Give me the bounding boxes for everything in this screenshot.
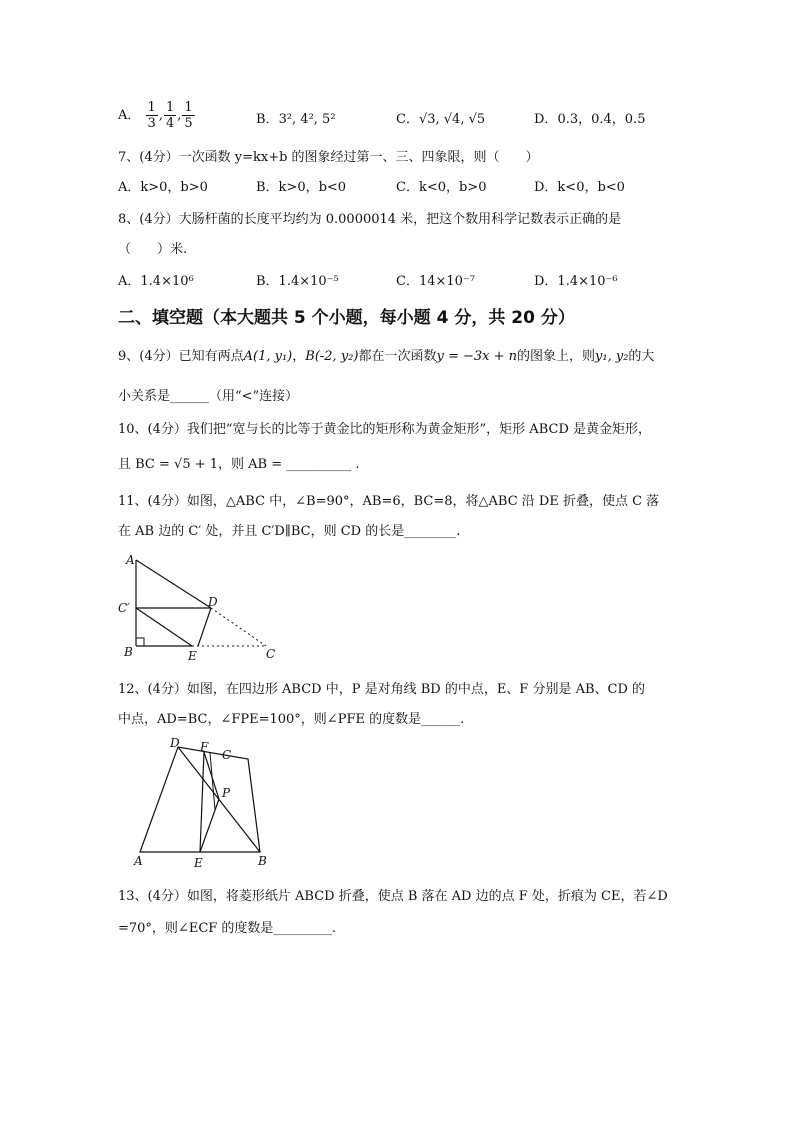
label-e: E (188, 649, 197, 663)
q8-stem: 8、(4分）大肠杆菌的长度平均约为 0.0000014 米，把这个数用科学记数表示正确的是 (118, 212, 622, 227)
label-p: P (222, 786, 231, 800)
q6-option-b: B．3², 4², 5² (256, 112, 336, 127)
right-angle-mark (136, 638, 144, 646)
segment-f-inner (210, 753, 215, 810)
label-d: D (208, 595, 218, 609)
q13-stem-cont: =70°，则∠ECF 的度数是_________. (118, 921, 337, 936)
q11-stem-cont: 在 AB 边的 C′ 处，并且 C′D∥BC，则 CD 的长是________. (118, 524, 461, 539)
label-a: A (126, 553, 135, 567)
q12-stem-cont: 中点，AD=BC，∠FPE=100°，则∠PFE 的度数是______. (118, 712, 465, 727)
label-b: B (124, 645, 133, 659)
segment-dc-dotted (211, 608, 266, 646)
q8-stem-cont: （ ）米. (118, 242, 188, 257)
q7-stem: 7、(4分）一次函数 y=kx+b 的图象经过第一、三、四象限，则（ ） (118, 150, 539, 165)
q9-stem: 9、(4分）已知有两点A(1, y₁)，B(-2, y₂)都在一次函数y = −3x + n的图象上，则y₁, y₂的大 (118, 349, 655, 364)
q6-option-c: C．√3, √4, √5 (396, 112, 486, 127)
q7-option-b: B．k>0，b<0 (256, 180, 347, 195)
segment-fe (200, 752, 204, 852)
segment-ad (136, 560, 211, 608)
q11-figure (110, 550, 290, 665)
fraction: $\frac{1}{4}$ (165, 100, 175, 131)
q8-option-d: D．1.4×10⁻⁶ (534, 274, 618, 289)
fraction: $\frac{1}{5}$ (184, 100, 193, 131)
q10-stem: 10、(4分）我们把“宽与长的比等于黄金比的矩形称为黄金矩形”，矩形 ABCD 是黄金矩形， (118, 422, 651, 437)
label-c-prime: C′ (118, 601, 130, 615)
q8-option-c: C．14×10⁻⁷ (396, 274, 475, 289)
label-c: C (222, 748, 232, 762)
label-d: D (170, 736, 180, 750)
q8-option-b: B．1.4×10⁻⁵ (256, 274, 339, 289)
q10-stem-cont: 且 BC = √5 + 1，则 AB = __________ . (118, 457, 360, 472)
label-b: B (258, 854, 267, 868)
q11-stem: 11、(4分）如图，△ABC 中，∠B=90°，AB=6，BC=8，将△ABC 沿 DE 折叠，使点 C 落 (118, 494, 660, 509)
q6-option-d: D．0.3，0.4，0.5 (534, 112, 646, 127)
label-e: E (194, 856, 203, 870)
q7-option-d: D．k<0，b<0 (534, 180, 625, 195)
quadrilateral-abcd (140, 747, 260, 852)
q9-stem-cont: 小关系是______（用“<”连接） (118, 389, 299, 404)
q12-figure (130, 735, 280, 870)
segment-ep (200, 799, 219, 852)
label-f: F (200, 740, 209, 754)
section-heading: 二、填空题（本大题共 5 个小题，每小题 4 分，共 20 分） (118, 308, 575, 328)
fraction: $\frac{1}{3}$ (147, 100, 156, 131)
label-c: C (266, 647, 276, 661)
label-a: A (134, 854, 143, 868)
q13-stem: 13、(4分）如图，将菱形纸片 ABCD 折叠，使点 B 落在 AD 边的点 F 处，折痕为 CE，若∠D (118, 889, 668, 904)
q7-option-c: C．k<0，b>0 (396, 180, 487, 195)
q8-option-a: A．1.4×10⁶ (118, 274, 194, 289)
segment-de (198, 608, 211, 646)
q12-stem: 12、(4分）如图，在四边形 ABCD 中，P 是对角线 BD 的中点，E、F 分别是 AB、CD 的 (118, 682, 646, 697)
q7-option-a: A．k>0，b>0 (118, 180, 208, 195)
q6-option-a: A． $\frac{1}{3}$ , $\frac{1}{4}$ , $\frac{1}{5}$ (118, 100, 193, 131)
